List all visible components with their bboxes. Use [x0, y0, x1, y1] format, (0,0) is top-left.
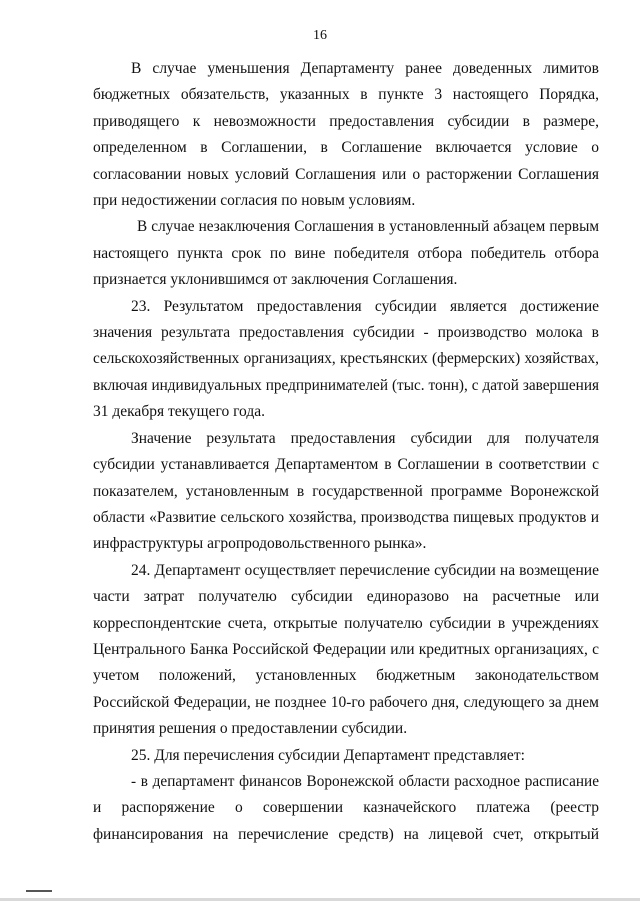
paragraph-non-conclusion — [93, 214, 599, 293]
text-line: включая индивидуальных предпринимателей (тыс. тонн), с датой завершения — [93, 376, 599, 394]
text-line: определенном в Соглашении, в Соглашение включается условие о — [93, 139, 599, 157]
text-line: корреспондентские счета, открытые получателю субсидии в учреждениях — [93, 614, 599, 632]
text-line: области «Развитие сельского хозяйства, производства пищевых продуктов и — [93, 508, 599, 526]
text-line: 31 декабря текущего года. — [93, 403, 265, 421]
text-line: настоящего пункта срок по вине победителя отбора победитель отбора — [93, 244, 599, 262]
paragraph-24 — [93, 558, 599, 743]
text-line: 23. Результатом предоставления субсидии является достижение — [131, 297, 599, 315]
text-line: В случае уменьшения Департаменту ранее доведенных лимитов — [131, 60, 599, 77]
text-line: принятия решения о предоставлении субсидии. — [93, 720, 408, 738]
text-line: В случае незаключения Соглашения в установленный абзацем первым — [137, 218, 599, 236]
paragraph-23 — [93, 294, 599, 426]
paragraph-25-item — [93, 769, 599, 848]
text-line: признается уклонившимся от заключения Соглашения. — [93, 271, 458, 289]
text-line: учетом положений, установленных бюджетным законодательством — [93, 667, 599, 685]
text-line: субсидии устанавливается Департаментом в Соглашении в соответствии с — [93, 456, 599, 474]
text-line: части затрат получателю субсидии единоразово на расчетные или — [93, 588, 599, 606]
text-line: значения результата предоставления субсидии - производство молока в — [93, 324, 599, 342]
text-line: согласовании новых условий Соглашения или о расторжении Соглашения — [93, 165, 599, 183]
text-line: Значение результата предоставления субсидии для получателя — [131, 429, 599, 447]
text-line: и распоряжение о совершении казначейского платежа (реестр — [93, 799, 599, 817]
text-line: 25. Для перечисления субсидии Департамент представляет: — [131, 746, 525, 764]
text-line: 24. Департамент осуществляет перечисление субсидии на возмещение — [131, 561, 599, 579]
paragraph-result-value — [93, 426, 599, 558]
text-line: показателем, установленным в государственной программе Воронежской — [93, 482, 599, 500]
text-line: при недостижении согласия по новым условиям. — [93, 192, 416, 210]
text-line: Российской Федерации, не позднее 10-го рабочего дня, следующего за днем — [93, 693, 599, 711]
scan-artifact-mark — [26, 890, 52, 892]
text-line: приводящего к невозможности предоставления субсидии в размере, — [93, 112, 599, 130]
text-line: финансирования на перечисление средств) на лицевой счет, открытый — [93, 825, 599, 843]
text-line: инфраструктуры агропродовольственного рынка». — [93, 535, 427, 553]
paragraph-25 — [93, 743, 599, 769]
text-line: - в департамент финансов Воронежской области расходное расписание — [131, 772, 599, 790]
document-body — [93, 56, 599, 848]
text-line: Центрального Банка Российской Федерации или кредитных организациях, с — [93, 640, 599, 658]
page-number: 16 — [313, 28, 327, 43]
text-line: сельскохозяйственных организациях, крестьянских (фермерских) хозяйствах, — [93, 350, 599, 368]
text-line: бюджетных обязательств, указанных в пункте 3 настоящего Порядка, — [93, 86, 599, 104]
paragraph-limits-reduction — [93, 56, 599, 214]
